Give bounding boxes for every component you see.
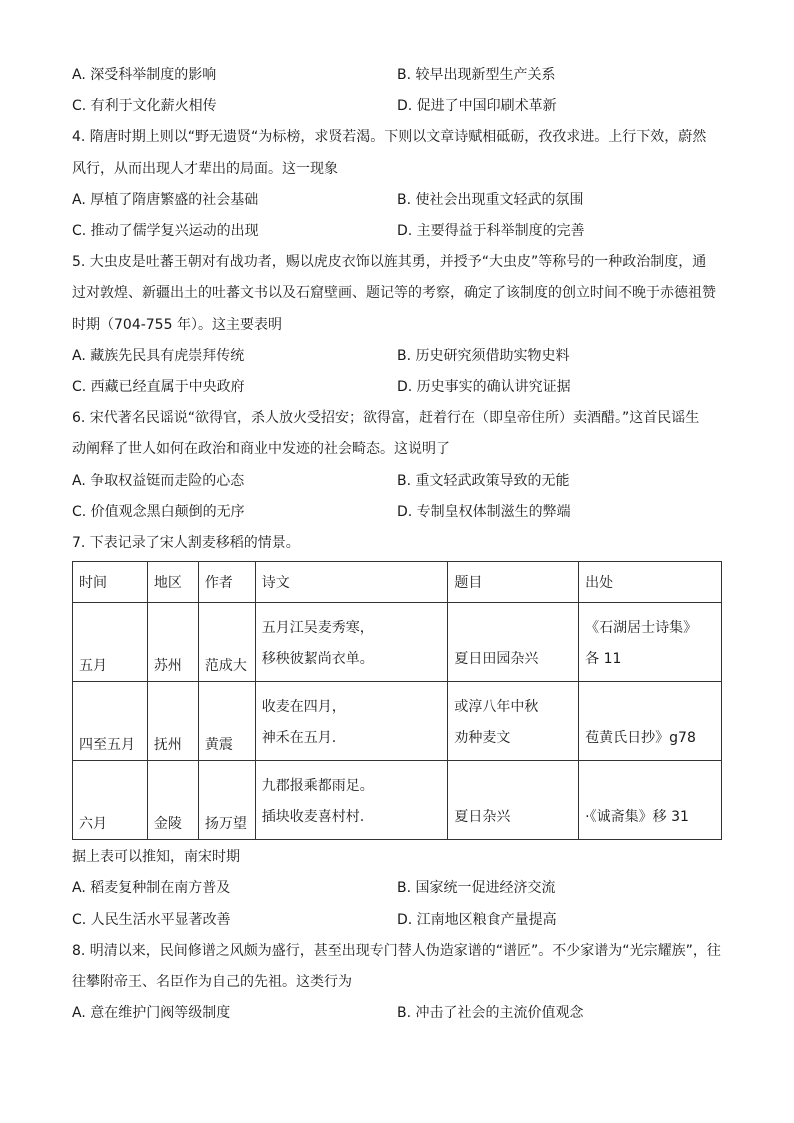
q8-option-a: A. 意在维护门阀等级制度 [72,1005,231,1022]
q6-options-row-1 [72,466,722,497]
table-cell-time: 六月 [73,761,148,840]
q5-options-row-2 [72,372,722,403]
exam-page [72,60,722,1029]
table-row [73,603,722,682]
q6-option-d: D. 专制皇权体制滋生的弊端 [397,503,571,520]
table-cell-author: 黄震 [198,682,255,761]
table-cell-author: 范成大 [198,603,255,682]
q4-stem-line-2: 风行，从而出现人才辈出的局面。这一现象 [72,160,338,177]
source-line-2: 各 11 [585,651,622,668]
q6-option-a: A. 争取权益铤而走险的心态 [72,472,245,489]
table-header-time: 时间 [73,562,148,603]
q3-option-d: D. 促进了中国印刷术革新 [397,98,557,115]
table-header-source: 出处 [579,562,722,603]
table-cell-source [579,761,722,840]
q8-stem-line-1: 8. 明清以来，民间修谱之风颇为盛行，甚至出现专门替人伪造家谱的“谱匠”。不少家谱为“光宗耀族”，往 [72,942,721,959]
q7-option-d: D. 江南地区粮食产量提高 [397,911,557,928]
q3-options-row-2 [72,91,722,122]
q7-after-table: 据上表可以推知，南宋时期 [72,849,240,866]
table-header-author: 作者 [198,562,255,603]
table-header-poem: 诗文 [255,562,448,603]
q5-option-a: A. 藏族先民具有虎崇拜传统 [72,347,245,364]
table-cell-poem [255,682,448,761]
q6-stem-line-2: 动阐释了世人如何在政治和商业中发迹的社会畸态。这说明了 [72,441,450,458]
q8-option-b: B. 冲击了社会的主流价值观念 [397,1005,584,1022]
q7-options-row-1 [72,873,722,904]
title-line-1: 或淳八年中秋 [454,699,539,716]
q6-option-c: C. 价值观念黑白颠倒的无序 [72,503,245,520]
table-header-area: 地区 [147,562,198,603]
q6-options-row-2 [72,497,722,528]
q4-stem-line-1: 4. 隋唐时期上则以“野无遗贤“为标榜，求贤若渴。下则以文章诗赋相砥砺，孜孜求进。上行下效，蔚然 [72,129,707,146]
q5-option-b: B. 历史研究须借助实物史料 [397,347,570,364]
poem-line-2: 插块收麦喜村村. [261,809,365,826]
q6-option-b: B. 重文轻武政策导致的无能 [397,472,570,489]
q4-option-c: C. 推动了儒学复兴运动的出现 [72,223,259,240]
table-header-title: 题目 [448,562,579,603]
q4-option-d: D. 主要得益于科举制度的完善 [397,223,585,240]
table-cell-area: 金陵 [147,761,198,840]
title-line-2: 夏日杂兴 [454,809,511,826]
q6-stem-line-1: 6. 宋代著名民谣说“欲得官，杀人放火受招安；欲得富，赶着行在（即皇帝住所）卖酒醋。”这首民谣生 [72,410,700,427]
poem-line-1: 五月江吴麦秀寒， [261,620,374,637]
q8-options-row-1 [72,998,722,1029]
title-line-2: 夏日田园杂兴 [454,651,539,668]
table-cell-title [448,603,579,682]
q3-option-a: A. 深受科举制度的影响 [72,67,217,83]
table-cell-area: 苏州 [147,603,198,682]
q5-stem-line-2: 过对敦煌、新疆出土的吐蕃文书以及石窟壁画、题记等的考察，确定了该制度的创立时间不晚于赤德祖赞 [72,285,716,302]
source-line-1: 《石湖居士诗集》 [585,620,698,637]
q8-stem-line-2: 往攀附帝王、名臣作为自己的先祖。这类行为 [72,974,352,991]
source-line-2: 苞黄氏日抄》g78 [585,730,696,747]
table-cell-area: 抚州 [147,682,198,761]
q4-option-a: A. 厚植了隋唐繁盛的社会基础 [72,191,259,208]
q3-option-c: C. 有利于文化薪火相传 [72,98,217,115]
table-row [73,761,722,840]
table-cell-author: 扬万望 [198,761,255,840]
q5-options-row-1 [72,341,722,372]
poem-line-1: 九郡报乘都雨足。 [261,778,374,795]
q5-option-c: C. 西藏已经直属于中央政府 [72,379,245,396]
table-row [73,682,722,761]
poem-line-1: 收麦在四月， [261,699,346,716]
q3-option-b: B. 较早出现新型生产关系 [397,67,556,83]
table-cell-source [579,682,722,761]
table-cell-title [448,682,579,761]
q5-option-d: D. 历史事实的确认讲究证据 [397,379,571,396]
q7-option-b: B. 国家统一促进经济交流 [397,880,556,897]
source-line-2: ·《诚斋集》移 31 [585,809,689,826]
table-cell-title [448,761,579,840]
table-cell-poem [255,761,448,840]
table-cell-time: 四至五月 [73,682,148,761]
table-cell-poem [255,603,448,682]
q7-option-c: C. 人民生活水平显著改善 [72,911,231,928]
title-line-2: 劝种麦文 [454,730,511,747]
table-cell-time: 五月 [73,603,148,682]
q7-option-a: A. 稻麦复种制在南方普及 [72,880,231,897]
poem-line-2: 移秧彼絜尚衣单。 [261,651,374,668]
q5-stem-line-3: 时期（704-755 年）。这主要表明 [72,316,282,333]
q5-stem-line-1: 5. 大虫皮是吐蕃王朝对有战功者，赐以虎皮衣饰以旌其勇，并授予“大虫皮”等称号的一种政治制度，通 [72,254,707,271]
q3-options-row-1 [72,60,722,91]
q7-options-row-2 [72,905,722,936]
poem-line-2: 神禾在五月. [261,730,337,747]
q7-stem: 7. 下表记录了宋人割麦移稻的情景。 [72,535,300,552]
q4-options-row-2 [72,216,722,247]
q7-table [72,561,722,840]
table-header-row [73,562,722,603]
table-cell-source [579,603,722,682]
q4-options-row-1 [72,185,722,216]
q4-option-b: B. 使社会出现重文轻武的氛围 [397,191,584,208]
